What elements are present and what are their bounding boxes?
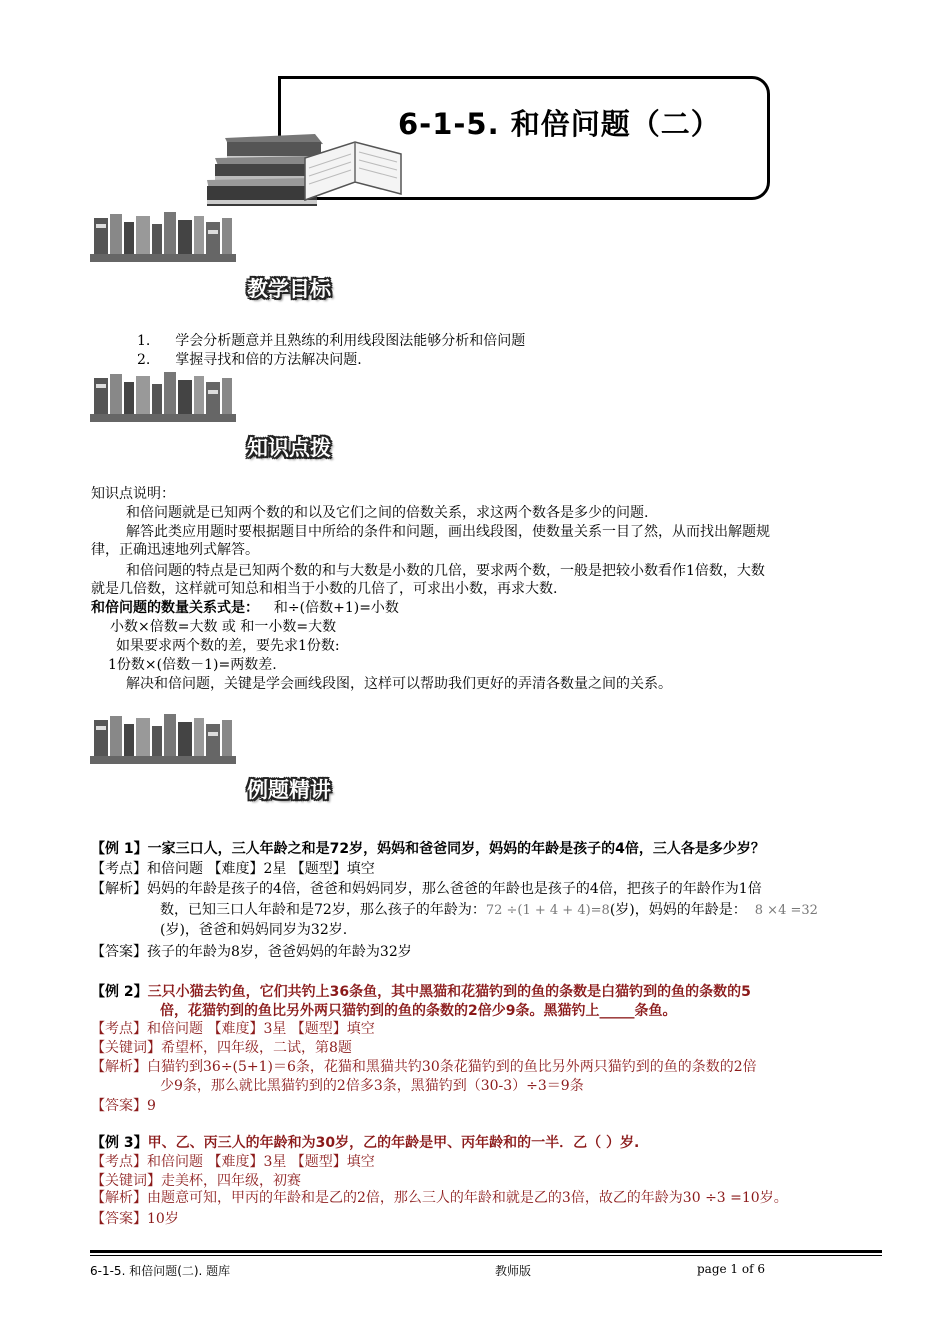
- example-1-jiexi-line: (岁)，爸爸和妈妈同岁为32岁.: [160, 922, 348, 938]
- field-value: 数，已知三口人年龄和是72岁，那么孩子的年龄为：: [160, 902, 486, 918]
- question-text: 甲、乙、丙三人的年龄和为30岁，乙的年龄是甲、丙年龄和的一半．乙（ ）岁.: [147, 1135, 640, 1151]
- example-1-jiexi-line: [160, 901, 818, 920]
- footer-rule: [90, 1250, 882, 1253]
- formula-line: [91, 599, 399, 618]
- field-label: 【考点】: [91, 1021, 147, 1037]
- field-label: 【考点】: [91, 861, 147, 877]
- bookshelf-icon: [90, 210, 236, 266]
- field-value: 妈妈的年龄是孩子的4倍，爸爸和妈妈同岁，那么爸爸的年龄也是孩子的4倍，把孩子的年龄作为1倍: [147, 881, 762, 897]
- example-3-kaodian: [91, 1153, 375, 1172]
- example-2-answer: [91, 1097, 156, 1116]
- footer-rule-thin: [90, 1255, 882, 1256]
- goal-number: 1.: [137, 333, 151, 349]
- knowledge-paragraph: 就是几倍数，这样就可知总和相当于小数的几倍了，可求出小数，再求大数.: [91, 581, 558, 597]
- formula-line: 如果要求两个数的差，要先求1份数:: [116, 638, 340, 654]
- field-value: 走美杯，四年级，初赛: [161, 1173, 301, 1189]
- goal-text: 掌握寻找和倍的方法解决问题.: [175, 352, 362, 368]
- example-label: 【例 1】: [91, 841, 148, 857]
- example-1-answer: [91, 943, 412, 962]
- formula-text: 和÷(倍数+1)=小数: [273, 600, 399, 616]
- example-2-kaodian: [91, 1020, 375, 1039]
- bookshelf-icon: [90, 370, 236, 426]
- question-text: 三只小猫去钓鱼，它们共钓上36条鱼，其中黑猫和花猫钓到的鱼的条数是白猫钓到的鱼的条数的5: [147, 984, 751, 1000]
- example-2-question: [91, 983, 751, 1002]
- formula-line: 小数×倍数=大数 或 和一小数=大数: [110, 619, 337, 635]
- field-value: (岁)，妈妈的年龄是：: [609, 902, 747, 918]
- example-1-jiexi: [91, 880, 762, 899]
- knowledge-paragraph: 和倍问题就是已知两个数的和以及它们之间的倍数关系，求这两个数各是多少的问题.: [126, 505, 649, 521]
- example-2-jiexi-line: 少9条，那么就比黑猫钓到的2倍多3条，黑猫钓到（30-3）÷3＝9条: [160, 1078, 584, 1094]
- goal-number: 2.: [137, 352, 151, 368]
- field-value: 孩子的年龄为8岁，爸爸妈妈的年龄为32岁: [147, 944, 412, 960]
- knowledge-paragraph: 和倍问题的特点是已知两个数的和与大数是小数的几倍，要求两个数，一般是把较小数看作1倍数，大数: [126, 563, 765, 579]
- example-3-jiexi: [91, 1189, 788, 1208]
- field-label: 【解析】: [91, 1190, 147, 1206]
- knowledge-paragraph: 律，正确迅速地列式解答。: [91, 542, 259, 558]
- section-goals-heading: 教学目标: [247, 277, 331, 301]
- field-label: 【考点】: [91, 1154, 147, 1170]
- question-text: 一家三口人，三人年龄之和是72岁，妈妈和爸爸同岁，妈妈的年龄是孩子的4倍，三人各是多少岁？: [147, 841, 765, 857]
- section-examples-heading: 例题精讲: [247, 778, 331, 802]
- field-label: 【关键词】: [91, 1040, 161, 1056]
- formula: 8 ×4 =32: [754, 903, 818, 918]
- field-label: 【答案】: [91, 944, 147, 960]
- field-value: 和倍问题 【难度】3星 【题型】填空: [147, 1154, 375, 1170]
- formula-line: 1份数×(倍数－1)=两数差.: [108, 657, 277, 673]
- formula: 72 ÷(1 + 4 + 4)=8: [485, 903, 610, 918]
- field-label: 【解析】: [91, 1059, 147, 1075]
- books-illustration: [205, 128, 405, 214]
- knowledge-heading: 知识点说明：: [91, 486, 175, 502]
- field-value: 9: [147, 1098, 156, 1114]
- example-label: 【例 3】: [91, 1135, 148, 1151]
- example-3-answer: [91, 1210, 179, 1229]
- example-3-question: [91, 1134, 639, 1153]
- goal-text: 学会分析题意并且熟练的利用线段图法能够分析和倍问题: [175, 333, 526, 349]
- field-value: 和倍问题 【难度】3星 【题型】填空: [147, 1021, 375, 1037]
- field-value: 由题意可知，甲丙的年龄和是乙的2倍，那么三人的年龄和就是乙的3倍，故乙的年龄为30 ÷3 =10岁。: [147, 1190, 788, 1206]
- bookshelf-icon: [90, 712, 236, 768]
- footer-page-number: page 1 of 6: [697, 1262, 765, 1276]
- field-value: 和倍问题 【难度】2星 【题型】填空: [147, 861, 375, 877]
- section-knowledge-heading: 知识点拨: [247, 436, 331, 460]
- example-1-kaodian: [91, 860, 375, 879]
- goal-item-1: [137, 332, 525, 351]
- page-title: 6-1-5. 和倍问题（二）: [398, 107, 721, 141]
- field-label: 【答案】: [91, 1098, 147, 1114]
- example-label: 【例 2】: [91, 984, 148, 1000]
- example-2-keywords: [91, 1039, 352, 1058]
- field-label: 【答案】: [91, 1211, 147, 1227]
- knowledge-paragraph: 解决和倍问题，关键是学会画线段图，这样可以帮助我们更好的弄清各数量之间的关系。: [126, 676, 672, 692]
- footer-center: 教师版: [495, 1264, 532, 1278]
- example-2-jiexi: [91, 1058, 757, 1077]
- example-1-question: [91, 840, 765, 859]
- knowledge-paragraph: 解答此类应用题时要根据题目中所给的条件和问题，画出线段图，使数量关系一目了然，从而找出解题规: [126, 524, 770, 540]
- formula-label: 和倍问题的数量关系式是：: [91, 600, 259, 616]
- field-label: 【解析】: [91, 881, 147, 897]
- field-value: 希望杯，四年级，二试，第8题: [161, 1040, 352, 1056]
- field-value: 10岁: [147, 1211, 179, 1227]
- footer-left: 6-1-5. 和倍问题(二). 题库: [90, 1264, 231, 1278]
- goal-item-2: [137, 351, 362, 370]
- field-value: 白猫钓到36÷(5+1)＝6条，花猫和黑猫共钓30条花猫钓到的鱼比另外两只猫钓到的鱼的条数的2倍: [147, 1059, 757, 1075]
- field-label: 【关键词】: [91, 1173, 161, 1189]
- example-2-question-line: 倍，花猫钓到的鱼比另外两只猫钓到的鱼的条数的2倍少9条。黑猫钓上_____条鱼。: [160, 1003, 677, 1019]
